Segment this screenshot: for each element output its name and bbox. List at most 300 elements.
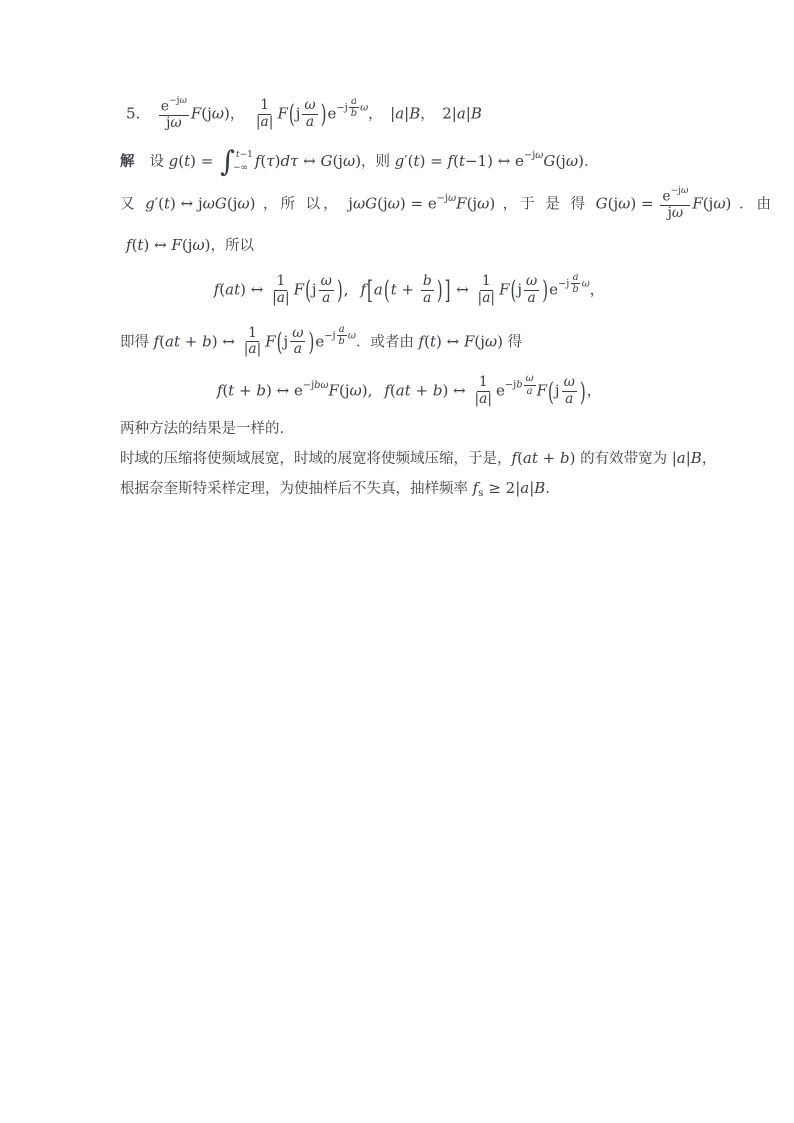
math-roman: s bbox=[478, 487, 484, 500]
integral-icon: ∫ bbox=[220, 144, 235, 178]
math-roman: (j bbox=[474, 331, 485, 350]
math-roman: j bbox=[311, 280, 317, 299]
math-roman: ) bbox=[224, 104, 230, 123]
numerator bbox=[246, 326, 259, 343]
math-variable: f bbox=[213, 280, 220, 299]
math-variable: ω bbox=[535, 150, 544, 161]
math-roman: j bbox=[166, 114, 171, 131]
lower-limit bbox=[233, 164, 248, 173]
text-run: ， bbox=[701, 450, 717, 467]
math-roman: | bbox=[268, 113, 274, 130]
equation-alternative bbox=[120, 373, 698, 408]
math-variable: ω bbox=[448, 192, 457, 204]
math-roman: (j bbox=[702, 194, 714, 213]
math-roman: −j bbox=[436, 192, 449, 204]
math-roman: ) ↔ e bbox=[265, 381, 303, 400]
math-variable: a bbox=[676, 448, 686, 467]
math-variable: ω bbox=[170, 114, 182, 131]
denominator bbox=[270, 291, 292, 307]
math-variable: ω bbox=[320, 272, 332, 289]
math-roman: ) bbox=[249, 194, 256, 213]
math-roman: ) = e bbox=[399, 194, 437, 213]
math-variable: bω bbox=[314, 379, 329, 391]
fraction bbox=[254, 98, 276, 131]
math-variable: t bbox=[390, 280, 397, 299]
math-roman: (j bbox=[201, 104, 212, 123]
math-variable: at bbox=[165, 331, 181, 350]
math-variable: f bbox=[126, 236, 132, 255]
math-variable: f bbox=[472, 478, 479, 497]
math-roman: ) = bbox=[630, 194, 659, 213]
math-variable: t bbox=[163, 194, 171, 213]
math-variable: F bbox=[456, 194, 467, 213]
numerator bbox=[319, 274, 334, 291]
math-variable: F bbox=[190, 104, 202, 123]
upper-limit bbox=[236, 151, 253, 160]
math-variable: t bbox=[184, 151, 191, 170]
big-bracket: ] bbox=[444, 275, 451, 306]
math-variable: a bbox=[338, 323, 345, 335]
math-variable: ω bbox=[565, 151, 579, 170]
fraction bbox=[159, 97, 189, 132]
math-roman: + bbox=[396, 280, 419, 299]
math-variable: t bbox=[228, 381, 235, 400]
math-variable: F bbox=[328, 381, 339, 400]
math-variable: ω bbox=[526, 272, 538, 289]
math-roman: + bbox=[537, 448, 561, 467]
math-variable: F bbox=[293, 280, 305, 299]
math-roman: ) ↔ bbox=[211, 331, 240, 350]
line-problem-answers bbox=[120, 96, 698, 132]
math-roman: ↔ bbox=[298, 151, 321, 170]
math-variable: F bbox=[463, 331, 475, 350]
math-variable: G bbox=[543, 151, 556, 170]
math-roman: e bbox=[496, 381, 505, 400]
math-roman: j bbox=[554, 381, 560, 400]
math-roman: j bbox=[517, 280, 523, 299]
math-roman: (j bbox=[555, 151, 566, 170]
math-roman: | bbox=[243, 341, 249, 358]
math-variable: F bbox=[499, 280, 510, 299]
math-roman: + bbox=[180, 331, 203, 350]
math-roman: −1 bbox=[239, 149, 253, 160]
math-roman: ) bbox=[489, 194, 496, 213]
integral bbox=[220, 144, 253, 178]
math-roman: ) bbox=[355, 151, 362, 170]
math-variable: F bbox=[692, 194, 703, 213]
math-variable: a bbox=[395, 104, 405, 123]
text-run: ． bbox=[545, 480, 560, 497]
line-derivation bbox=[120, 186, 775, 222]
math-roman: 1 bbox=[248, 324, 257, 341]
math-roman: ) bbox=[569, 448, 576, 467]
math-variable: B bbox=[534, 478, 546, 497]
big-bracket: ) bbox=[320, 98, 327, 130]
math-roman: ) = bbox=[419, 151, 448, 170]
math-roman: ) bbox=[204, 236, 211, 255]
math-roman: (j bbox=[377, 194, 388, 213]
math-variable: at bbox=[225, 280, 241, 299]
equation-scaling-shift bbox=[120, 272, 698, 307]
math-variable: ω bbox=[360, 102, 369, 114]
math-variable: F bbox=[265, 331, 276, 350]
text-run: ， bbox=[229, 106, 245, 123]
math-variable: f bbox=[360, 280, 367, 299]
text-run: 设 bbox=[149, 153, 169, 170]
math-variable: a bbox=[572, 272, 579, 284]
math-roman: (j bbox=[332, 151, 343, 170]
math-roman: + bbox=[234, 381, 257, 400]
math-roman: (j bbox=[181, 236, 193, 255]
math-variable: a bbox=[423, 289, 432, 306]
math-variable: a bbox=[305, 113, 315, 130]
math-roman: + bbox=[410, 381, 433, 400]
math-variable: ω bbox=[179, 95, 187, 106]
math-roman: ( bbox=[260, 151, 267, 170]
math-variable: a bbox=[373, 280, 383, 299]
text-run: ，所以 bbox=[210, 238, 254, 255]
text-run: ， bbox=[420, 106, 435, 123]
denominator bbox=[320, 291, 332, 307]
fraction bbox=[570, 272, 580, 296]
math-roman: 1 bbox=[260, 96, 270, 113]
fraction bbox=[302, 98, 317, 131]
math-roman: , bbox=[343, 280, 349, 299]
superscript bbox=[524, 151, 543, 161]
big-bracket: ( bbox=[305, 275, 311, 306]
text-run: 根据奈奎斯特采样定理，为使抽样后不失真，抽样频率 bbox=[120, 480, 473, 497]
math-variable: ω bbox=[680, 186, 689, 197]
math-roman: j bbox=[667, 205, 672, 222]
math-variable: F bbox=[277, 104, 288, 123]
math-variable: b bbox=[560, 448, 570, 467]
denominator bbox=[349, 108, 359, 119]
math-variable: ω bbox=[713, 194, 726, 213]
math-variable: ω bbox=[304, 96, 316, 113]
math-variable: a bbox=[456, 104, 466, 123]
math-roman: ( bbox=[219, 280, 226, 299]
math-variable: ωG bbox=[202, 194, 227, 213]
math-variable: b bbox=[350, 108, 358, 120]
superscript bbox=[505, 373, 537, 397]
math-roman: ( bbox=[159, 331, 166, 350]
math-variable: ω bbox=[347, 330, 356, 342]
superscript bbox=[336, 96, 368, 120]
math-roman: e bbox=[549, 280, 559, 299]
numerator bbox=[421, 274, 434, 291]
math-roman: (j bbox=[226, 194, 238, 213]
math-roman: −j bbox=[168, 95, 180, 106]
line-conclusion bbox=[120, 417, 698, 438]
math-roman: j bbox=[283, 331, 289, 350]
fraction bbox=[476, 274, 498, 307]
math-variable: ω bbox=[387, 194, 400, 213]
math-variable: f bbox=[216, 381, 223, 400]
math-roman: −j bbox=[504, 379, 517, 391]
superscript bbox=[671, 187, 689, 196]
math-variable: a bbox=[482, 289, 491, 306]
math-variable: b bbox=[432, 381, 443, 400]
math-variable: ω bbox=[342, 151, 356, 170]
numerator bbox=[524, 373, 536, 385]
math-variable: a bbox=[350, 96, 357, 107]
big-bracket: ) bbox=[579, 376, 586, 407]
math-roman: | bbox=[284, 289, 290, 306]
line-result bbox=[120, 324, 698, 359]
math-roman: ( bbox=[424, 331, 430, 350]
math-variable: ω bbox=[192, 236, 205, 255]
text-run: ， bbox=[586, 383, 602, 400]
math-roman: (j bbox=[338, 381, 350, 400]
big-bracket: ( bbox=[383, 275, 390, 306]
denominator bbox=[337, 336, 347, 347]
math-roman: ) bbox=[725, 194, 732, 213]
text-run: ． bbox=[583, 153, 599, 170]
math-variable: t bbox=[235, 149, 240, 160]
numerator bbox=[258, 98, 271, 115]
text-run: ，所 以， bbox=[255, 196, 349, 213]
fraction bbox=[421, 274, 434, 307]
math-roman: j bbox=[348, 194, 353, 213]
solution-label: 解 bbox=[120, 153, 135, 170]
text-run: 两种方法的结果是一样的. bbox=[120, 420, 285, 437]
math-roman: , bbox=[367, 381, 373, 400]
fraction bbox=[290, 326, 305, 359]
superscript bbox=[169, 97, 187, 106]
math-roman: ) ↔ bbox=[442, 381, 471, 400]
math-roman: | bbox=[671, 448, 677, 467]
math-roman: | bbox=[490, 289, 496, 306]
denominator bbox=[421, 291, 433, 307]
math-variable: F bbox=[171, 236, 182, 255]
math-variable: ω bbox=[484, 331, 498, 350]
numerator bbox=[290, 326, 305, 343]
denominator bbox=[526, 291, 538, 307]
solution-content bbox=[0, 0, 794, 499]
denominator bbox=[292, 342, 304, 358]
math-variable: f bbox=[384, 381, 390, 400]
line-solution-setup bbox=[120, 144, 698, 178]
denominator bbox=[254, 115, 276, 131]
math-roman: ) ↔ bbox=[436, 331, 464, 350]
math-roman: e bbox=[327, 104, 337, 123]
big-bracket: ( bbox=[510, 275, 517, 306]
denominator bbox=[304, 115, 316, 131]
text-run: 即得 bbox=[120, 333, 154, 350]
math-roman: 1 bbox=[481, 272, 491, 289]
math-variable: a bbox=[322, 289, 331, 306]
line-sampling bbox=[120, 477, 698, 499]
math-roman: ′( bbox=[154, 194, 164, 213]
math-variable: B bbox=[690, 448, 702, 467]
math-variable: f bbox=[254, 151, 261, 170]
math-roman: | bbox=[390, 104, 396, 123]
math-roman: ( bbox=[178, 151, 185, 170]
math-variable: at bbox=[395, 381, 411, 400]
math-roman: 1 bbox=[478, 374, 488, 391]
math-variable: ω bbox=[237, 194, 250, 213]
text-run: 时域的压缩将使频域展宽，时域的展宽将使频域压缩，于是， bbox=[120, 450, 512, 467]
math-variable: f bbox=[511, 448, 518, 467]
math-variable: ω bbox=[477, 194, 490, 213]
text-run: ， bbox=[589, 282, 605, 299]
numerator bbox=[349, 96, 359, 108]
math-roman: ) = bbox=[190, 151, 219, 170]
math-variable: G bbox=[320, 151, 333, 170]
math-variable: b bbox=[256, 381, 266, 400]
denominator bbox=[164, 116, 184, 132]
line-bandwidth bbox=[120, 447, 717, 468]
math-variable: g bbox=[394, 151, 405, 170]
big-bracket: ) bbox=[308, 326, 315, 358]
numerator bbox=[562, 375, 577, 392]
math-variable: b bbox=[422, 272, 432, 289]
numerator bbox=[477, 375, 490, 392]
big-bracket: [ bbox=[367, 275, 373, 306]
math-variable: dτ bbox=[280, 151, 299, 170]
math-variable: τ bbox=[266, 151, 275, 170]
math-variable: ω bbox=[525, 373, 534, 385]
math-roman: ( bbox=[222, 381, 229, 400]
fraction bbox=[270, 274, 292, 307]
superscript bbox=[558, 272, 590, 296]
math-variable: a bbox=[479, 391, 488, 408]
math-variable: t bbox=[137, 236, 144, 255]
math-roman: e bbox=[315, 331, 325, 350]
denominator bbox=[666, 206, 686, 222]
math-variable: a bbox=[293, 341, 302, 358]
math-roman: 2| bbox=[442, 104, 457, 123]
math-variable: b bbox=[572, 284, 579, 296]
fraction bbox=[562, 375, 577, 408]
denominator bbox=[563, 392, 575, 408]
big-bracket: ( bbox=[276, 326, 283, 358]
math-variable: b bbox=[338, 336, 345, 348]
denominator bbox=[476, 291, 498, 307]
math-variable: ω bbox=[581, 278, 590, 290]
math-variable: a bbox=[565, 391, 574, 408]
fraction bbox=[524, 274, 539, 307]
fraction bbox=[242, 326, 264, 359]
math-roman: | bbox=[256, 341, 262, 358]
math-roman: j bbox=[295, 104, 301, 123]
math-roman: | bbox=[272, 289, 277, 306]
fraction bbox=[472, 375, 494, 408]
text-run: ．或者由 bbox=[355, 333, 419, 350]
numerator bbox=[571, 272, 581, 284]
numerator bbox=[337, 324, 347, 336]
math-variable: a bbox=[526, 385, 533, 397]
math-variable: F bbox=[536, 381, 548, 400]
math-roman: ) bbox=[497, 331, 503, 350]
big-bracket: ( bbox=[288, 98, 295, 130]
text-run: 的有效带宽为 bbox=[575, 450, 672, 467]
math-variable: G bbox=[595, 194, 608, 213]
math-roman: ( bbox=[131, 236, 138, 255]
fraction bbox=[349, 96, 359, 120]
line-given-transform bbox=[120, 234, 698, 255]
math-roman: e bbox=[160, 98, 169, 115]
math-roman: ′( bbox=[404, 151, 414, 170]
math-variable: B bbox=[470, 104, 482, 123]
math-variable: t bbox=[429, 331, 436, 350]
numerator bbox=[660, 187, 690, 206]
math-roman: | bbox=[487, 391, 492, 408]
superscript bbox=[324, 324, 356, 348]
math-roman: e bbox=[662, 188, 671, 205]
math-roman: ↔ bbox=[451, 280, 474, 299]
math-variable: ω bbox=[349, 381, 362, 400]
math-variable: f bbox=[447, 151, 454, 170]
numerator bbox=[524, 274, 539, 291]
math-roman: −1) ↔ e bbox=[464, 151, 524, 170]
text-run: 又 bbox=[120, 196, 146, 213]
math-roman: ) ↔ bbox=[240, 280, 269, 299]
math-roman: −j bbox=[302, 379, 315, 391]
math-variable: ω bbox=[211, 104, 225, 123]
fraction bbox=[524, 373, 536, 397]
big-bracket: ) bbox=[436, 275, 443, 306]
text-run: ，则 bbox=[361, 153, 395, 170]
math-roman: ) bbox=[361, 381, 368, 400]
math-variable: a bbox=[520, 478, 530, 497]
math-roman: 1 bbox=[276, 272, 286, 289]
math-roman: | bbox=[474, 391, 480, 408]
math-roman: (j bbox=[466, 194, 478, 213]
math-variable: ωG bbox=[352, 194, 378, 213]
numerator bbox=[159, 97, 189, 116]
math-variable: ω bbox=[618, 194, 631, 213]
math-variable: at bbox=[522, 448, 538, 467]
text-run: ， bbox=[368, 106, 383, 123]
math-roman: ( bbox=[453, 151, 459, 170]
math-roman: | bbox=[404, 104, 410, 123]
math-roman: ≥ 2| bbox=[483, 478, 521, 497]
fraction bbox=[337, 324, 347, 348]
math-variable: ω bbox=[563, 374, 575, 391]
fraction bbox=[660, 187, 690, 222]
math-variable: a bbox=[527, 289, 536, 306]
math-roman: ) ↔ bbox=[143, 236, 172, 255]
math-roman: (j bbox=[607, 194, 619, 213]
superscript bbox=[437, 194, 456, 204]
numerator bbox=[274, 274, 287, 291]
text-run: ，于 是 得 bbox=[495, 196, 596, 213]
math-variable: f bbox=[153, 331, 160, 350]
denominator bbox=[242, 342, 264, 358]
math-variable: b bbox=[516, 379, 523, 391]
superscript bbox=[303, 381, 329, 391]
math-variable: f bbox=[418, 331, 425, 350]
math-roman: ) ↔ j bbox=[170, 194, 203, 213]
fraction bbox=[319, 274, 334, 307]
denominator bbox=[525, 386, 535, 397]
integral-limits bbox=[232, 149, 253, 174]
math-roman: ( bbox=[517, 448, 523, 467]
text-run: 得 bbox=[503, 333, 523, 350]
denominator bbox=[570, 284, 580, 295]
math-variable: g bbox=[145, 194, 155, 213]
math-roman: | bbox=[477, 289, 483, 306]
math-roman: −∞ bbox=[232, 163, 248, 174]
math-roman: ( bbox=[389, 381, 396, 400]
big-bracket: ( bbox=[548, 376, 554, 407]
math-variable: ω bbox=[671, 205, 684, 222]
text-run: ．由 bbox=[731, 196, 775, 213]
math-variable: B bbox=[409, 104, 421, 123]
math-variable: b bbox=[202, 331, 212, 350]
big-bracket: ) bbox=[336, 275, 343, 306]
